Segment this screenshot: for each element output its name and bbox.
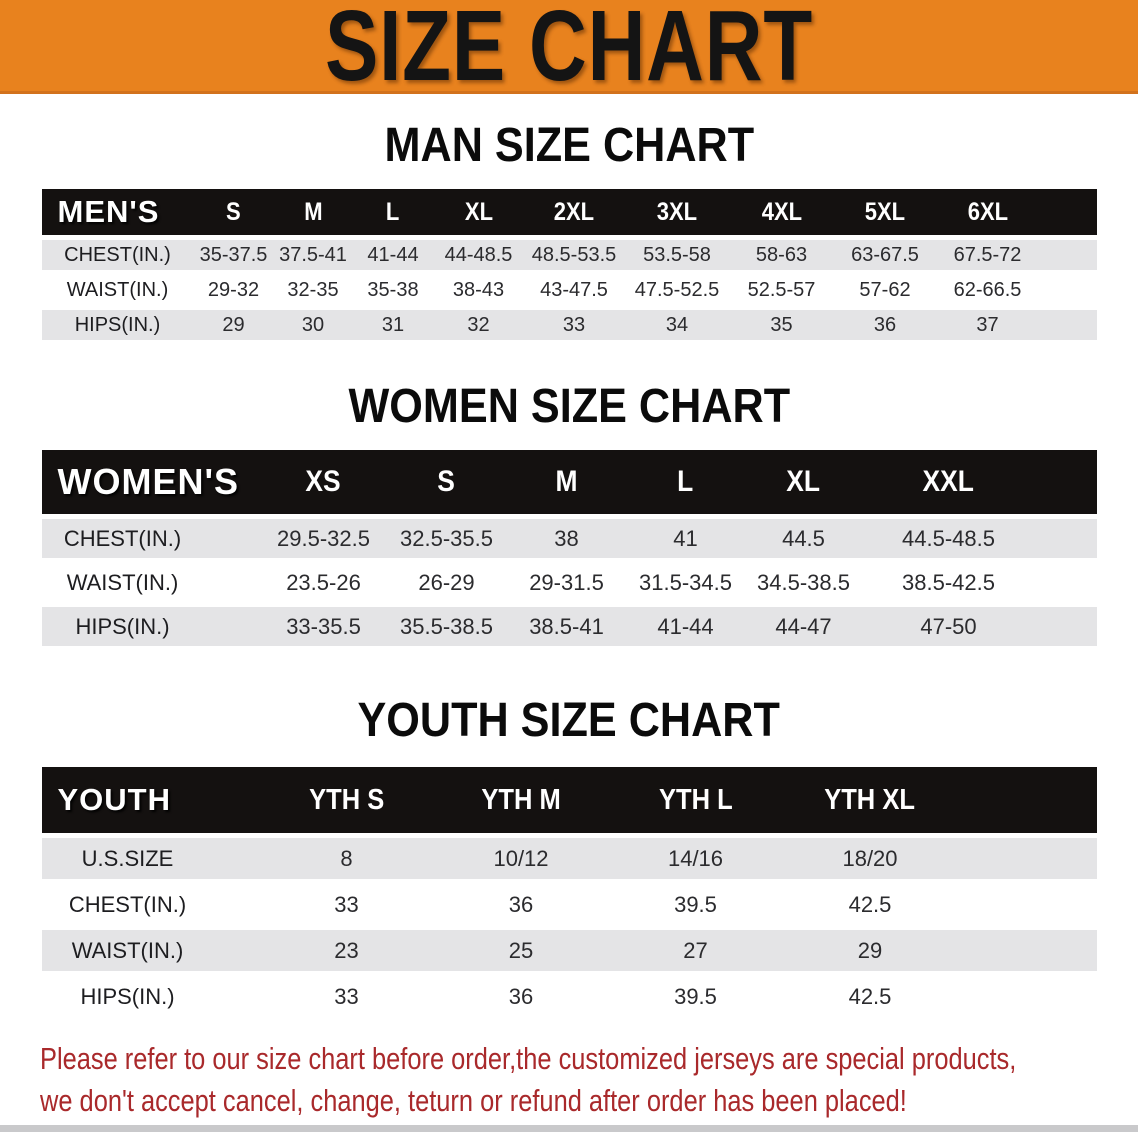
measure-value: 53.5-58: [643, 243, 711, 266]
measure-value: 34.5-38.5: [757, 569, 850, 595]
size-table-body: [42, 838, 1097, 1017]
measure-value: 34: [665, 313, 689, 336]
measure-value: 18/20: [842, 845, 898, 871]
section-title-text: WOMEN SIZE CHART: [348, 380, 790, 433]
measure-value: 41-44: [657, 613, 714, 639]
measure-label: HIPS(IN.): [75, 613, 170, 639]
measure-value: 39.5: [674, 983, 717, 1009]
size-chart-section: [0, 120, 1138, 345]
section-title: [0, 695, 1138, 747]
measure-row: [42, 310, 1097, 340]
size-table: [42, 184, 1097, 345]
measure-value: 33: [334, 983, 359, 1009]
filler-cell: [1039, 189, 1097, 235]
measure-value: 32-35: [287, 278, 339, 301]
size-table-body: [42, 240, 1097, 340]
measure-label: CHEST(IN.): [64, 243, 171, 266]
measure-label: WAIST(IN.): [66, 569, 179, 595]
measure-value: 42.5: [848, 983, 892, 1009]
filler-cell: [1039, 310, 1097, 340]
size-col-header: [746, 450, 862, 514]
filler-cell: [958, 930, 1097, 971]
footer-line-2: [40, 1080, 1138, 1122]
measure-row: [42, 607, 1097, 646]
section-title: [0, 120, 1138, 172]
measure-value: 30: [301, 313, 325, 336]
measure-value: 26-29: [418, 569, 475, 595]
measure-row: [42, 519, 1097, 558]
measure-value: 67.5-72: [953, 243, 1022, 266]
measure-value: 38.5-41: [529, 613, 604, 639]
measure-row: [42, 240, 1097, 270]
measure-value: 36: [873, 313, 897, 336]
size-col-header-text: L: [386, 197, 400, 226]
size-table-head: [42, 189, 1097, 235]
measure-value: 42.5: [848, 891, 892, 917]
filler-cell: [958, 976, 1097, 1017]
measure-value: 43-47.5: [540, 278, 608, 301]
size-col-header: [730, 189, 834, 235]
measure-value: 41: [673, 525, 698, 551]
size-header-row: [42, 450, 1097, 514]
measure-value: 57-62: [859, 278, 911, 301]
filler-cell: [1036, 607, 1097, 646]
measure-value: 38-43: [452, 278, 505, 301]
footer-line-1: [40, 1038, 1138, 1080]
measure-row: [42, 838, 1097, 879]
measure-label: WAIST(IN.): [66, 278, 169, 301]
size-col-header: [260, 767, 434, 833]
size-col-header: [434, 189, 524, 235]
measure-value: 58-63: [755, 243, 808, 266]
measure-value: 38.5-42.5: [902, 569, 995, 595]
size-col-header-text: L: [677, 465, 694, 498]
size-chart-section: [0, 695, 1138, 1022]
size-sections: [0, 120, 1138, 1022]
filler-cell: [958, 884, 1097, 925]
size-col-header: [434, 767, 609, 833]
measure-value: 31.5-34.5: [639, 569, 732, 595]
size-col-header-text: M: [555, 465, 578, 498]
size-col-header: [508, 450, 626, 514]
size-col-header: [625, 189, 730, 235]
size-col-header-text: S: [226, 197, 241, 226]
measure-value: 36: [508, 891, 534, 917]
measure-value: 38: [554, 525, 579, 551]
banner-title-text: SIZE CHART: [325, 0, 813, 102]
measure-value: 29: [222, 313, 245, 336]
measure-value: 37: [976, 313, 999, 336]
measure-value: 35: [770, 313, 793, 336]
size-col-header-text: M: [303, 197, 323, 226]
measure-value: 36: [508, 983, 534, 1009]
footer-line-1-text: Please refer to our size chart before order,the customized jerseys are special products,: [40, 1041, 1017, 1076]
size-col-header-text: 5XL: [864, 197, 906, 226]
measure-value: 35-37.5: [199, 243, 268, 266]
size-col-header-text: 2XL: [553, 197, 595, 226]
measure-value: 29.5-32.5: [277, 525, 370, 551]
measure-value: 35.5-38.5: [400, 613, 493, 639]
size-col-header-text: 4XL: [761, 197, 802, 226]
banner: [0, 0, 1138, 102]
group-label-text: MEN'S: [57, 194, 160, 229]
measure-value: 62-66.5: [953, 278, 1022, 301]
measure-row: [42, 976, 1097, 1017]
group-label: [42, 767, 260, 833]
measure-value: 63-67.5: [851, 243, 919, 266]
bottom-strip: [0, 1125, 1138, 1132]
size-table-head: [42, 450, 1097, 514]
group-label-text: WOMEN'S: [57, 461, 240, 502]
group-label: [42, 189, 194, 235]
measure-label: CHEST(IN.): [63, 525, 182, 551]
measure-value: 29-31.5: [529, 569, 604, 595]
measure-value: 47-50: [920, 613, 977, 639]
size-col-header-text: XL: [786, 465, 821, 498]
size-col-header-text: YTH XL: [824, 783, 916, 816]
measure-row: [42, 930, 1097, 971]
measure-value: 32: [467, 313, 490, 336]
measure-value: 47.5-52.5: [634, 278, 720, 301]
measure-label: HIPS(IN.): [74, 313, 161, 336]
size-col-header-text: YTH L: [658, 783, 733, 816]
measure-value: 23: [334, 937, 359, 963]
size-table-body: [42, 519, 1097, 646]
filler-cell: [1039, 275, 1097, 305]
size-col-header-text: 6XL: [967, 197, 1008, 226]
measure-value: 29: [857, 937, 883, 963]
measure-value: 8: [340, 845, 353, 871]
size-col-header-text: YTH S: [308, 783, 385, 816]
size-col-header-text: 3XL: [656, 197, 698, 226]
measure-value: 41-44: [367, 243, 419, 266]
measure-value: 33-35.5: [286, 613, 361, 639]
measure-value: 32.5-35.5: [400, 525, 493, 551]
size-col-header: [862, 450, 1036, 514]
measure-value: 25: [508, 937, 534, 963]
measure-value: 29-32: [207, 278, 260, 301]
size-table: [42, 762, 1097, 1022]
size-col-header-text: XL: [464, 197, 493, 226]
measure-value: 35-38: [367, 278, 419, 301]
measure-value: 33: [334, 891, 359, 917]
size-table-head: [42, 767, 1097, 833]
size-col-header: [194, 189, 274, 235]
size-col-header: [353, 189, 434, 235]
size-header-row: [42, 767, 1097, 833]
measure-value: 52.5-57: [747, 278, 816, 301]
measure-value: 44.5-48.5: [902, 525, 995, 551]
size-col-header: [274, 189, 353, 235]
measure-row: [42, 884, 1097, 925]
size-col-header: [783, 767, 958, 833]
section-title-text: MAN SIZE CHART: [384, 119, 754, 172]
size-col-header-text: YTH M: [481, 783, 561, 816]
measure-value: 48.5-53.5: [531, 243, 617, 266]
measure-value: 33: [562, 313, 586, 336]
filler-cell: [1036, 563, 1097, 602]
size-col-header: [626, 450, 746, 514]
size-col-header: [834, 189, 937, 235]
size-chart-section: [0, 381, 1138, 651]
filler-cell: [958, 838, 1097, 879]
filler-cell: [1039, 240, 1097, 270]
measure-value: 23.5-26: [286, 569, 361, 595]
size-col-header-text: XS: [305, 465, 342, 498]
size-col-header-text: XXL: [922, 465, 975, 498]
size-col-header: [609, 767, 783, 833]
measure-value: 44-48.5: [444, 243, 513, 266]
measure-row: [42, 563, 1097, 602]
measure-value: 31: [381, 313, 405, 336]
group-label-text: YOUTH: [57, 782, 171, 817]
footer-line-2-text: we don't accept cancel, change, teturn or refund after order has been placed!: [40, 1083, 907, 1118]
measure-label: HIPS(IN.): [80, 983, 175, 1009]
size-col-header-text: S: [437, 465, 456, 498]
filler-cell: [1036, 519, 1097, 558]
measure-value: 44.5: [782, 525, 825, 551]
group-label: [42, 450, 262, 514]
measure-value: 14/16: [667, 845, 724, 871]
measure-row: [42, 275, 1097, 305]
size-col-header: [386, 450, 508, 514]
section-title-text: YOUTH SIZE CHART: [357, 694, 781, 747]
size-col-header: [262, 450, 386, 514]
size-col-header: [937, 189, 1039, 235]
measure-label: U.S.SIZE: [81, 845, 174, 871]
measure-label: CHEST(IN.): [68, 891, 187, 917]
measure-value: 39.5: [674, 891, 717, 917]
measure-value: 37.5-41: [279, 243, 347, 266]
footer-note: [0, 1038, 1138, 1122]
filler-cell: [958, 767, 1097, 833]
section-title: [0, 381, 1138, 433]
filler-cell: [1036, 450, 1097, 514]
measure-value: 10/12: [493, 845, 549, 871]
size-header-row: [42, 189, 1097, 235]
size-col-header: [524, 189, 625, 235]
size-table: [42, 445, 1097, 651]
measure-label: WAIST(IN.): [71, 937, 184, 963]
banner-title: [264, 0, 874, 102]
measure-value: 44-47: [775, 613, 832, 639]
measure-value: 27: [683, 937, 708, 963]
